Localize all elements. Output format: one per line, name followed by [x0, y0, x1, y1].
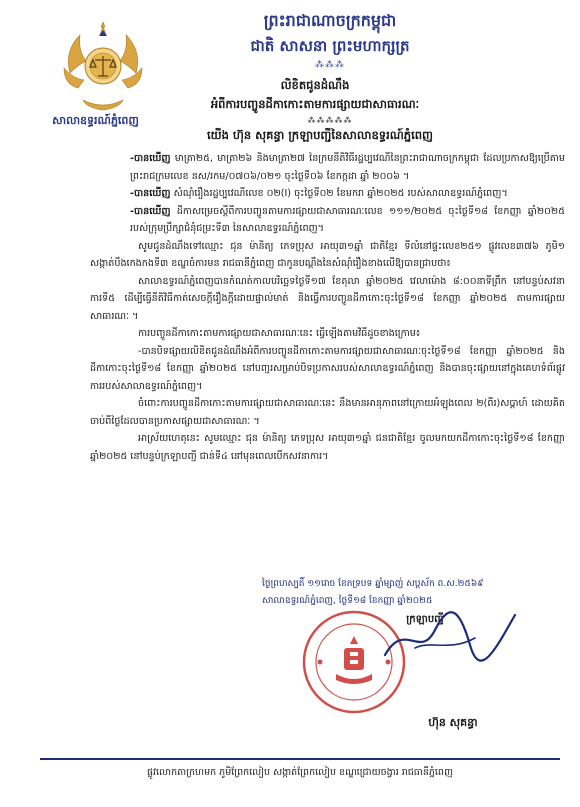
header-ornament: ⁂⁂⁂ [315, 60, 345, 70]
court-address: ផ្លូវលោកតាក្រហមក ភូមិព្រែកលៀប សង្កាត់ព្រែកលៀប ខណ្ឌជ្រោយចង្វារ រាជធានីភ្នំពេញ [147, 767, 453, 778]
lead-seen: -បានឃើញ [130, 188, 171, 199]
document-subject: អំពីការបញ្ចូនដីកាកោះតាមការផ្សាយជាសាធារណៈ [210, 97, 420, 111]
footer-divider [40, 758, 560, 760]
place-date: សាលាឧទ្ធរណ៍ភ្នំពេញ, ថ្ងៃទី១៨ ខែកញ្ញា ឆ្នាំ២០២៥ [262, 596, 433, 606]
separator-ornament: ⁂⁂⁂⁂⁂ [307, 116, 353, 125]
document-type: លិខិតជូនដំណឹង [280, 78, 350, 92]
paragraph-1: -បានឃើញ មាត្រា២៥, មាត្រា២៦ និងមាត្រា២៧ នៃក្រមនីតិវិធីរដ្ឋប្បវេណីនៃព្រះរាជាណាចក្រកម្ពុជា ដែលប្រកាសឱ្យប្រើតាមព្រះរាជក្រមលេខ នស/រកម/០៧០៦/០២១ ចុះថ្ងៃទី០៦ ខែកក្កដា ឆ្នាំ ២០០៦ ។ [130, 153, 565, 182]
kingdom-title: ព្រះរាជាណាចក្រកម្ពុជា [263, 11, 397, 30]
court-name: សាលាឧទ្ធរណ៍ភ្នំពេញ [52, 114, 139, 127]
paragraph-2: -បានឃើញ សំណុំរឿងរដ្ឋប្បវេណីលេខ ០២(I) ចុះថ្ងៃទី០២ ខែមករា ឆ្នាំ២០២៥ របស់សាលាឧទ្ធរណ៍ភ្នំពេញ។ [130, 188, 508, 199]
paragraph-9: អាស្រ័យហេតុនេះ សូមឈ្មោះ ជុន ម៉ានិត្យ ភេទប្រុស អាយុ៣១ឆ្នាំ ជនជាតិខ្មែរ ចូលមកយកដីកាកោះចុះថ្ងៃទី១៨ ខែកញ្ញា ឆ្នាំ២០២៥ នៅបន្ទប់ក្រឡាបញ្ជី ជាន់ទី៤ នៅមុនពេលបើកសវនាការ។ [90, 433, 565, 462]
paragraph-3: -បានឃើញ ដីកាសម្រេចស្ដីពីការបញ្ចូនតាមការផ្សាយជាសាធារណៈលេខ ១១១/២០២៥ ចុះថ្ងៃទី១៨ ខែកញ្ញា ឆ្នាំ២០២៥ របស់ក្រុមប្រឹក្សាជំនុំជម្រះទី៣ នៃសាលាឧទ្ធរណ៍ភ្នំពេញ។ [130, 205, 565, 234]
clerk-title: ក្រឡាបញ្ជី [406, 614, 444, 625]
paragraph-8: ចំពោះការបញ្ចូនដីកាកោះតាមការផ្សាយជាសាធារណៈនេះ នឹងមានអានុភាពនៅក្រោយអំឡុងពេល ២(ពីរ)សប្ដាហ៍ ដោយគិតចាប់ពីថ្ងៃដែលបានប្រកាសផ្សាយជាសាធារណៈ ។ [90, 398, 565, 427]
issuing-authority: យើង ហ៊ុន សុគន្ធា ក្រឡាបញ្ជីនៃសាលាឧទ្ធរណ៍ភ្នំពេញ [206, 128, 433, 142]
national-motto: ជាតិ សាសនា ព្រះមហាក្សត្រ [250, 37, 410, 55]
paragraph-6: ការបញ្ចូនដីកាកោះតាមការផ្សាយជាសាធារណៈនេះ ធ្វើឡើងតាមវិធីដូចខាងក្រោម៖ [138, 328, 421, 339]
handwritten-signature-icon [375, 600, 525, 670]
paragraph-7: -បានបិទផ្សាយលិខិតជូនដំណឹងអំពីការបញ្ចូនដីកាកោះតាមការផ្សាយជាសាធារណៈចុះថ្ងៃទី១៨ ខែកញ្ញា ឆ្នាំ២០២៥ និងដីកាកោះចុះថ្ងៃទី១៨ ខែកញ្ញា ឆ្នាំ២០២៥ នៅបញ្ជរសម្រាប់បិទប្រកាសរបស់សាលាឧទ្ធរណ៍ភ្នំពេញ និងបានចុះផ្សាយនៅក្នុងគេហទំព័រផ្លូវការរបស់សាលាឧទ្ធរណ៍ភ្នំពេញ។ [90, 345, 565, 392]
lunar-date: ថ្ងៃព្រហស្បតិ៍ ១១រោច ខែភទ្របទ ឆ្នាំម្សាញ់ សប្តស័ក ព.ស.២៥៦៩ [262, 579, 484, 589]
clerk-name: ហ៊ុន សុគន្ធា [428, 716, 478, 729]
paragraph-4: សូមជូនដំណឹងទៅឈ្មោះ ជុន ម៉ានិត្យ ភេទប្រុស អាយុ៣១ឆ្នាំ ជាតិខ្មែរ ទីលំនៅផ្ទះលេខ២៥១ ផ្លូវលេខ៣៧៦ ភូមិ១ សង្កាត់បឹងកេងកងទី៣ ខណ្ឌចំការមន រាជធានីភ្នំពេញ ជាកូនបណ្ដឹងនៃសំណុំរឿងខាងលើឱ្យបានជ្រាបថា៖ [90, 240, 565, 269]
lead-seen: -បានឃើញ [130, 153, 171, 164]
lead-seen: -បានឃើញ [130, 205, 171, 217]
document-body [90, 150, 565, 465]
paragraph-5: សាលាឧទ្ធរណ៍ភ្នំពេញបានកំណត់កាលបរិច្ឆេទថ្ងៃទី១៧ ខែតុលា ឆ្នាំ២០២៥ វេលាម៉ោង ៨:០០នាទីព្រឹក នៅបន្ទប់សវនាការទី៥ ដើម្បីធ្វើនីតិវិធីកាត់សេចក្ដីរឿងក្ដីដោយផ្ទាល់មាត់ និងធ្វើការបញ្ចូនដីកាកោះចុះថ្ងៃទី១៨ ខែកញ្ញា ឆ្នាំ២០២៥ តាមការផ្សាយសាធារណៈ ។ [90, 275, 565, 322]
